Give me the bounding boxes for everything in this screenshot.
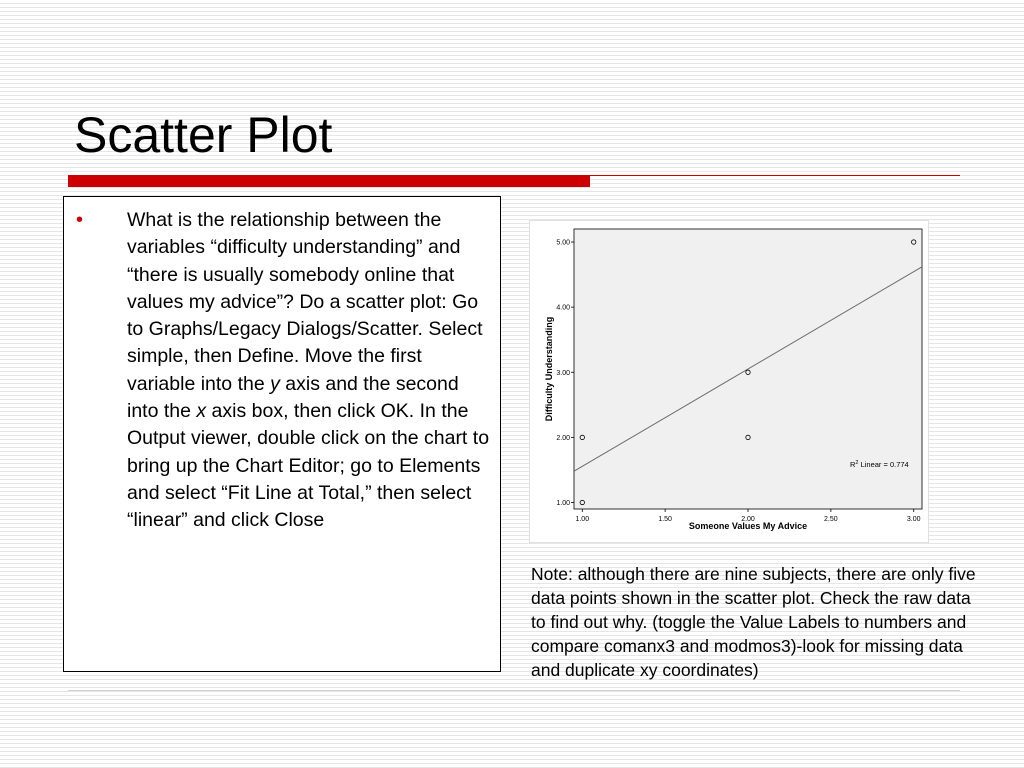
x-tick-label: 3.00	[906, 516, 921, 523]
y-tick-label: 1.00	[556, 499, 570, 507]
x-tick-label: 1.00	[575, 516, 590, 523]
y-tick-label: 2.00	[556, 434, 570, 442]
bullet-paragraph	[127, 207, 495, 535]
y-tick-label: 5.00	[556, 239, 570, 247]
scatter-chart-panel	[529, 220, 929, 543]
x-tick-label: 2.50	[824, 516, 838, 523]
r2-prefix: R	[850, 460, 856, 469]
r2-superscript: 2	[855, 460, 859, 466]
y-tick-label: 4.00	[556, 304, 570, 312]
title-underline-thin	[590, 175, 960, 176]
bullet-text-part-2: axis and the second into the	[127, 372, 459, 423]
bullet-text-box	[63, 196, 501, 672]
x-axis-label: Someone Values My Advice	[688, 521, 808, 531]
x-tick-label: 1.50	[658, 516, 672, 523]
y-tick-label: 3.00	[556, 369, 570, 377]
bullet-var-y: y	[270, 372, 280, 395]
footer-rule	[68, 690, 960, 691]
scatter-chart	[530, 221, 930, 544]
bullet-text-part-3: axis box, then click OK. In the Output viewer, double click on the chart to bring up the Chart Editor; go to Elements and select “Fit Line at Total,” then select “linear” and click Close	[127, 400, 490, 532]
bullet-text-part-1: What is the relationship between the variables “difficulty understanding” and “there is usually somebody online that values my advice”? Do a scatter plot: Go to Graphs/Legacy Dialogs/Scatter. Select simple, then Define. Move the first variable into the	[127, 209, 483, 395]
r2-suffix: Linear = 0.774	[858, 460, 909, 469]
bullet-marker: •	[76, 209, 84, 231]
title-underline-accent	[68, 175, 590, 187]
slide-title: Scatter Plot	[74, 107, 333, 163]
bullet-var-x: x	[196, 400, 207, 423]
y-axis-ticks	[556, 240, 574, 507]
y-axis-label: Difficulty Understanding	[544, 316, 554, 422]
note-text: Note: although there are nine subjects, there are only five data points shown in the scatter plot. Check the raw data to find out why. (toggle the Value Labels to numbers and compare comanx3 and modmos3)-look for missing data and duplicate xy coordinates)	[531, 564, 976, 680]
x-tick-label: 2.00	[741, 516, 755, 523]
r-squared-annotation	[850, 460, 909, 469]
